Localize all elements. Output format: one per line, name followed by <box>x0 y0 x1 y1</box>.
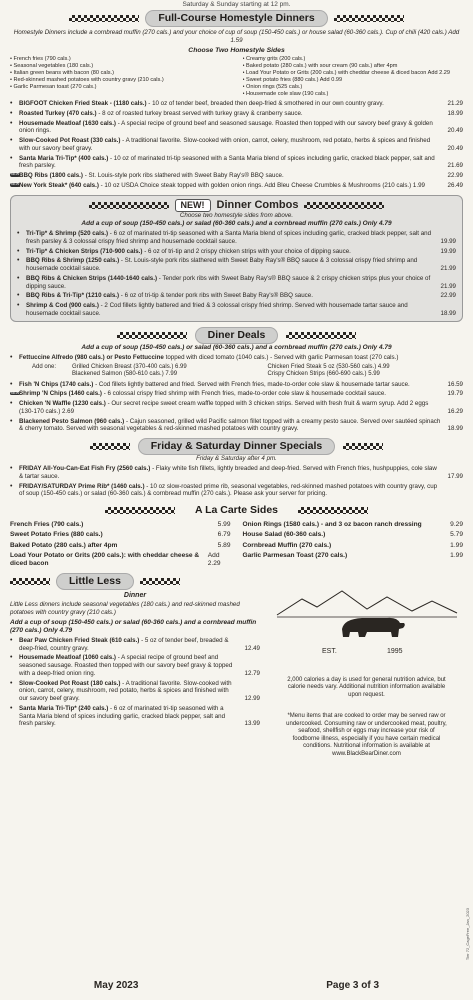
combo-item: • Shrimp & Cod (900 cals.) - 2 Cod fillets lightly battered and fried & 3 colossal crispy fried shrimp. Served with housemade tartar sauce and housemade cocktail sauce. 18.99 <box>17 302 456 317</box>
side-row <box>10 542 231 550</box>
footer-date: May 2023 <box>93 979 139 991</box>
combos-header <box>17 199 456 213</box>
menu-item: • BIGFOOT Chicken Fried Steak - (1180 cals.) - 10 oz of tender beef, breaded then deep-fried & smothered in our own country gravy. 21.29 <box>10 100 463 108</box>
side-price: 6.79 <box>217 531 231 539</box>
deal-item: • Chicken 'N Waffle (1230 cals.) - Our secret recipe sweet cream waffle topped with 3 chicken strips. Served with fresh fruit & warm syrup. Add 2 eggs (130-170 cals.) 2.69 16.29 <box>10 400 463 415</box>
deal-item <box>10 390 463 398</box>
side-item: • Baked potato (280 cals.) with sour cream (90 cals.) after 4pm <box>242 63 398 70</box>
combo-item: • BBQ Ribs & Tri-Tip* (1210 cals.) - 6 oz of tri-tip & tender pork ribs with Sweet Baby Ray's® BBQ sauce. 22.99 <box>17 292 456 300</box>
item-price: 16.59 <box>447 380 463 388</box>
combo-item: • Tri-Tip* & Chicken Strips (710-900 cals.) - 6 oz of tri-tip and 2 crispy chicken strips with your choice of dipping sauce. 19.99 <box>17 247 456 255</box>
little-less-desc: Little Less dinners include seasonal vegetables (180 cals.) and red-skinned mashed potatoes with country gravy (210 cals.) <box>10 601 240 616</box>
item-desc: - A traditional favorite. Slow-cooked with onion, carrot, celery, mushroom, red potato, herbs & spices and finished with our savory beef gravy. <box>19 137 431 152</box>
deal-item: • Blackened Pesto Salmon (960 cals.) - Cajun seasoned, grilled wild Pacific salmon fillet topped with a creamy pesto sauce. Served over sautéed spinach & cherry tomato. Served with seasonal vegetables & red-skinned mashed potatoes with country gravy. 18.99 <box>10 417 463 433</box>
side-row <box>10 552 231 568</box>
side-row <box>243 531 464 539</box>
addon-item: Grilled Chicken Breast (370-400 cals.) 6.99 <box>72 363 187 370</box>
side-price: Add 2.29 <box>207 551 221 568</box>
item-name: Santa Maria Tri-Tip* (240 cals.) <box>19 704 109 712</box>
deal-item: • Fettuccine Alfredo (980 cals.) or Pesto Fettuccine topped with diced tomato (1040 cals.) - Served with garlic Parmesan toast (270 cals.) <box>10 353 399 361</box>
a-la-carte-header <box>10 503 463 518</box>
item-name: Tri-Tip* & Shrimp (520 cals.) <box>26 230 109 238</box>
combos-subtitle: Choose two homestyle sides from above. <box>179 212 294 220</box>
item-price: 20.49 <box>447 127 463 135</box>
side-row <box>243 521 464 529</box>
homestyle-sides <box>10 56 463 98</box>
checker-decoration <box>105 507 175 514</box>
item-price: 20.49 <box>447 144 463 152</box>
item-name: FRIDAY/SATURDAY Prime Rib* (1460 cals.) <box>19 482 145 490</box>
item-name: Slow-Cooked Pot Roast (180 cals.) <box>19 679 121 687</box>
item-name: New York Steak* (640 cals.) <box>19 181 99 189</box>
side-name: Cornbread Muffin (270 cals.) <box>242 541 332 549</box>
side-item: • Creamy grits (200 cals.) <box>242 56 306 63</box>
item-name: Slow-Cooked Pot Roast (330 cals.) <box>19 137 121 145</box>
side-item: • Sweet potato fries (880 cals.) Add 0.99 <box>242 77 343 84</box>
item-desc: - 5 oz of tender beef, breaded & deep-fried, country gravy. <box>19 636 229 652</box>
item-desc: - Our secret recipe sweet cream waffle topped with 3 chicken strips. Served with fresh fruit & warm syrup. Add 2 eggs (130-170 cals.) 2.69 <box>19 400 429 415</box>
item-desc: - Cajun seasoned, grilled wild Pacific salmon fillet topped with a creamy pesto sauce. Served over sautéed spinach & cherry tomato. Served with seasonal vegetables & red-skinned mashed potatoes with country gravy. <box>19 417 441 433</box>
menu-item: • Housemade Meatloaf (1630 cals.) - A special recipe of ground beef and seasoned sausage. Roasted then topped with our savory beef gravy & golden onion rings. 20.49 <box>10 119 463 135</box>
item-desc: - 10 oz USDA Choice steak topped with golden onion rings. Add Bleu Cheese Crumbles & Mushrooms (210 cals.) 1.99 <box>98 181 425 189</box>
side-item: • Onion rings (525 cals.) <box>242 84 303 91</box>
item-name: Fettuccine Alfredo (980 cals.) or Pesto Fettuccine <box>19 353 164 361</box>
homestyle-subtitle: Homestyle Dinners include a cornbread muffin (270 cals.) and your choice of cup of soup (150-450 cals.) or house salad (60-360 cals.). Cup of chili (420 cals.) Add 1.59 <box>13 29 460 44</box>
item-name: BBQ Ribs & Shrimp (1250 cals.) <box>26 257 120 265</box>
homestyle-items <box>10 100 463 190</box>
new-badge: NEW <box>11 182 20 187</box>
item-name: Bear Paw Chicken Fried Steak (610 cals.) <box>19 636 140 644</box>
deals-header <box>10 327 463 344</box>
item-desc: - A special recipe of ground beef and seasoned sausage. Roasted then topped with our savory beef gravy & golden onion rings. <box>19 119 433 135</box>
deals-title: Diner Deals <box>195 327 279 344</box>
menu-item: • Santa Maria Tri-Tip* (400 cals.) - 10 oz of marinated tri-tip seasoned with a Santa Maria blend of spices including garlic, cracked black pepper, salt and fresh parsley. 21.69 <box>10 154 463 170</box>
item-price: 19.79 <box>447 390 463 398</box>
item-price: 21.99 <box>440 265 456 273</box>
item-price: 13.99 <box>244 720 260 728</box>
little-less-header <box>10 573 260 590</box>
item-price: 18.99 <box>447 109 463 117</box>
item-price: 21.69 <box>447 162 463 170</box>
item-desc: - 6 colossal crispy fried shrimp with French fries, made-to-order cole slaw & housemade cocktail sauce. <box>101 390 387 398</box>
item-price: 22.99 <box>447 172 463 180</box>
combos-add-line: Add a cup of soup (150-450 cals.) or salad (60-360 cals.) and a cornbread muffin (270 cals.) Only 4.79 <box>81 220 392 228</box>
sides-title: Choose Two Homestyle Sides <box>188 46 285 54</box>
raw-warning: *Menu items that are cooked to order may be served raw or undercooked. Consuming raw or undercooked meat, poultry, seafood, shellfish or eggs may increase your risk of foodborne illness, especially if you have certain medical conditions. Nutritional information is available at www.BlackBearDiner.com <box>286 713 447 757</box>
deal-item: • Fish 'N Chips (1740 cals.) - Cod fillets lightly battered and fried. Served with French fries, made-to-order cole slaw & housemade tartar sauce. 16.59 <box>10 380 463 388</box>
little-less-item: • Bear Paw Chicken Fried Steak (610 cals.) - 5 oz of tender beef, breaded & deep-fried, country gravy. 12.49 <box>10 636 260 652</box>
weekend-title: Friday & Saturday Dinner Specials <box>138 438 336 455</box>
new-badge: NEW <box>11 172 20 177</box>
item-desc: topped with diced tomato (1040 cals.) - Served with garlic Parmesan toast (270 cals.) <box>163 353 399 361</box>
footer-page: Page 3 of 3 <box>326 979 380 991</box>
checker-decoration <box>89 202 169 209</box>
addon-item: Crispy Chicken Strips (660-690 cals.) 5.99 <box>267 371 380 378</box>
est-label: EST. <box>321 648 337 656</box>
item-name: Roasted Turkey (470 cals.) <box>19 109 97 117</box>
menu-item: • Roasted Turkey (470 cals.) - 8 oz of roasted turkey breast served with turkey gravy & cranberry sauce. 18.99 <box>10 109 463 117</box>
little-less-dinner-label: Dinner <box>123 592 147 600</box>
little-less-title: Little Less <box>56 573 134 590</box>
side-item: • Housemade cole slaw (190 cals.) <box>242 91 329 98</box>
weekend-item: • FRIDAY/SATURDAY Prime Rib* (1460 cals.) - 10 oz slow-roasted prime rib, seasonal vegetables, red-skinned mashed potatoes with country gravy, cup of soup (150-450 cals.) or salad (60-360 cals.) & cornbread muffin (270 cals.). Please ask your server for pricing. <box>10 482 438 498</box>
checker-decoration <box>343 443 383 450</box>
little-less-item: • Santa Maria Tri-Tip* (240 cals.) - 6 oz of marinated tri-tip seasoned with a Santa Maria blend of spices including garlic, cracked black pepper, salt and fresh parsley. 13.99 <box>10 704 260 728</box>
item-name: Housemade Meatloaf (1630 cals.) <box>19 119 116 127</box>
item-desc: - 6 oz of marinated tri-tip seasoned with a Santa Maria blend of spices including garlic, cracked black pepper, salt and fresh parsley. <box>19 704 226 728</box>
item-name: BBQ Ribs & Chicken Strips (1440-1640 cals.) <box>26 274 158 282</box>
item-price: 16.29 <box>447 407 463 415</box>
item-name: Fish 'N Chips (1740 cals.) <box>19 380 94 388</box>
item-desc: - 10 oz slow-roasted prime rib, seasonal vegetables, red-skinned mashed potatoes with country gravy, cup of soup (150-450 cals.) or salad (60-360 cals.) & cornbread muffin (270 cals.). Please ask your server for pricing. <box>19 482 438 498</box>
side-item: • Seasonal vegetables (180 cals.) <box>10 63 94 70</box>
item-desc: - 6 oz of tri-tip & tender pork ribs with Sweet Baby Ray's® BBQ sauce. <box>119 292 313 300</box>
est-year: 1995 <box>386 648 403 656</box>
item-desc: - St. Louis-style pork ribs slathered with Sweet Baby Ray's® BBQ sauce & 3 colossal crispy fried shrimp and housemade cocktail sauce. <box>26 257 418 273</box>
item-name: BBQ Ribs & Tri-Tip* (1210 cals.) <box>26 292 120 300</box>
item-desc: - Tender pork ribs with Sweet Baby Ray's® BBQ sauce & 2 crispy chicken strips plus your choice of dipping sauce. <box>26 274 431 290</box>
little-less-item: • Housemade Meatloaf (1060 cals.) - A special recipe of ground beef and seasoned sausage. Roasted then topped with our savory beef gravy & topped with a deep-fried onion ring. 12.79 <box>10 654 260 677</box>
item-price: 19.99 <box>440 247 456 255</box>
side-item: • Red-skinned mashed potatoes with country gravy (210 cals.) <box>10 77 164 84</box>
item-name: Chicken 'N Waffle (1230 cals.) <box>19 400 106 408</box>
side-name: Onion Rings (1580 cals.) - and 3 oz bacon ranch dressing <box>242 521 422 529</box>
bear-mountain-logo <box>272 587 462 659</box>
item-price: 18.99 <box>440 309 456 317</box>
side-item: • French fries (790 cals.) <box>10 56 71 63</box>
item-desc: - 8 oz of roasted turkey breast served with turkey gravy & cranberry sauce. <box>96 109 303 117</box>
weekend-header <box>10 438 463 455</box>
weekend-item: • FRIDAY All-You-Can-Eat Fish Fry (2560 cals.) - Flaky white fish fillets, lightly breaded and deep-fried. Served with French fries, hushpuppies, cole slaw & tartar sauce. 17.99 <box>10 465 463 480</box>
a-la-carte-list <box>10 521 463 570</box>
item-price: 21.29 <box>447 100 463 108</box>
menu-item <box>10 172 463 180</box>
checker-decoration <box>334 15 404 22</box>
item-price: 12.79 <box>244 669 260 677</box>
item-desc: - St. Louis-style pork ribs slathered with Sweet Baby Ray's® BBQ sauce. <box>82 172 284 180</box>
combo-item: • BBQ Ribs & Chicken Strips (1440-1640 cals.) - Tender pork ribs with Sweet Baby Ray's® BBQ sauce & 2 crispy chicken strips plus your choice of dipping sauce. 21.99 <box>17 274 456 290</box>
item-desc: - Cod fillets lightly battered and fried. Served with French fries, made-to-order cole slaw & housemade tartar sauce. <box>93 380 410 388</box>
side-row <box>10 531 231 539</box>
checker-decoration <box>286 332 356 339</box>
addon-label: Add one: <box>32 363 57 370</box>
top-line: Saturday & Sunday starting at 12 pm. <box>182 1 291 8</box>
little-less-item: • Slow-Cooked Pot Roast (180 cals.) - A traditional favorite. Slow-cooked with onion, carrot, celery, mushroom, red potato, herbs & spices and finished with our savory beef gravy. 12.99 <box>10 679 260 703</box>
checker-decoration <box>90 443 130 450</box>
addon-item: Blackened Salmon (580-610 cals.) 7.99 <box>72 371 178 378</box>
item-desc: - A traditional favorite. Slow-cooked with onion, carrot, celery, mushroom, red potato, herbs & spices and finished with our savory beef gravy. <box>19 679 232 703</box>
item-name: Shrimp 'N Chips (1460 cals.) <box>19 390 102 398</box>
homestyle-title: Full-Course Homestyle Dinners <box>145 10 327 27</box>
side-name: Baked Potato (280 cals.) after 4pm <box>10 541 118 549</box>
side-name: Load Your Potato or Grits (200 cals.): with cheddar cheese & diced bacon <box>10 551 200 568</box>
checker-decoration <box>10 578 50 585</box>
side-item: • Load Your Potato or Grits (200 cals.) with cheddar cheese & diced bacon Add 2.29 <box>242 70 451 77</box>
combo-item: • Tri-Tip* & Shrimp (520 cals.) - 6 oz of marinated tri-tip seasoned with a Santa Maria blend of spices including garlic, cracked black pepper, salt and fresh parsley & 3 colossal crispy fried shrimp and housemade cocktail sauce. 19.99 <box>17 230 456 245</box>
little-less-add-line: Add a cup of soup (150-450 cals.) or salad (60-360 cals.) and a cornbread muffin (270 cals.) Only 4.79 <box>10 618 257 634</box>
side-name: Sweet Potato Fries (880 cals.) <box>10 531 103 539</box>
menu-item <box>10 182 463 190</box>
dinner-combos-box <box>10 195 463 322</box>
item-desc: - 10 oz of tender beef, breaded then deep-fried & smothered in our own country gravy. <box>146 100 384 108</box>
side-price: 1.99 <box>450 551 463 559</box>
item-price: 21.99 <box>440 282 456 290</box>
weekend-subtitle: Friday & Saturday after 4 pm. <box>196 455 277 463</box>
side-name: French Fries (790 cals.) <box>10 521 84 529</box>
side-item: • Garlic Parmesan toast (270 cals.) <box>10 84 97 91</box>
side-price: 5.79 <box>450 531 463 539</box>
item-name: Housemade Meatloaf (1060 cals.) <box>19 654 116 662</box>
item-price: 12.49 <box>244 644 260 652</box>
item-price: 19.99 <box>440 237 456 245</box>
item-name: Santa Maria Tri-Tip* (400 cals.) <box>19 154 109 162</box>
side-name: Garlic Parmesan Toast (270 cals.) <box>242 551 348 559</box>
side-price: 9.29 <box>450 521 463 529</box>
side-row <box>243 542 464 550</box>
item-price: 26.49 <box>447 181 463 189</box>
side-row <box>10 521 231 529</box>
item-name: FRIDAY All-You-Can-Eat Fish Fry (2560 cals.) <box>19 465 151 473</box>
checker-decoration <box>69 15 139 22</box>
item-name: BBQ Ribs (1800 cals.) <box>19 172 83 180</box>
side-price: 1.99 <box>450 541 463 549</box>
side-price: 5.99 <box>217 521 231 529</box>
item-price: 12.99 <box>244 695 260 703</box>
side-name: House Salad (60-360 cals.) <box>242 531 326 539</box>
item-name: BIGFOOT Chicken Fried Steak - (1180 cals.) <box>19 100 147 108</box>
item-price: 22.99 <box>440 292 456 300</box>
checker-decoration <box>140 578 180 585</box>
item-price: 17.99 <box>447 472 463 480</box>
info-column <box>270 573 463 758</box>
deals-add-line: Add a cup of soup (150-450 cals.) or salad (60-360 cals.) and a cornbread muffin (270 cals.) Only 4.79 <box>81 343 392 351</box>
homestyle-header <box>10 10 463 27</box>
item-desc: - A special recipe of ground beef and seasoned sausage. Roasted then topped with our savory beef gravy & topped with a deep-fried onion ring. <box>19 654 233 677</box>
combos-title: Dinner Combos <box>216 198 299 211</box>
little-less-section <box>10 573 463 758</box>
nutrition-note: 2,000 calories a day is used for general nutrition advice, but calorie needs vary. Additional nutrition information available upon request. <box>287 676 446 698</box>
checker-decoration <box>298 507 368 514</box>
deal-addons <box>32 364 463 379</box>
item-name: Shrimp & Cod (900 cals.) <box>26 302 99 310</box>
checker-decoration <box>304 202 384 209</box>
page-footer <box>0 980 473 993</box>
item-desc: - 6 oz of marinated tri-tip seasoned with a Santa Maria blend of spices including garlic, cracked black pepper, salt and fresh parsley & 3 colossal crispy fried shrimp and housemade cocktail sauce. <box>26 230 432 245</box>
checker-decoration <box>117 332 187 339</box>
new-label: NEW! <box>175 199 211 212</box>
side-item: • Italian green beans with bacon (80 cals.) <box>10 70 114 77</box>
item-price: 18.99 <box>447 425 463 433</box>
a-la-carte-title: A La Carte Sides <box>194 504 279 517</box>
menu-item: • Slow-Cooked Pot Roast (330 cals.) - A traditional favorite. Slow-cooked with onion, carrot, celery, mushroom, red potato, herbs & spices and finished with our savory beef gravy. 20.49 <box>10 137 463 152</box>
combo-item: • BBQ Ribs & Shrimp (1250 cals.) - St. Louis-style pork ribs slathered with Sweet Baby Ray's® BBQ sauce & 3 colossal crispy fried shrimp and housemade cocktail sauce. 21.99 <box>17 257 456 273</box>
item-desc: - Flaky white fish fillets, lightly breaded and deep-fried. Served with French fries, hushpuppies, cole slaw & tartar sauce. <box>19 465 437 480</box>
new-badge: NEW <box>11 390 20 395</box>
item-name: Tri-Tip* & Chicken Strips (710-900 cals.) <box>26 247 143 255</box>
item-desc: - 10 oz of marinated tri-tip seasoned with a Santa Maria blend of spices including garlic, cracked black pepper, salt and fresh parsley. <box>19 154 435 170</box>
side-price: 5.89 <box>217 541 231 549</box>
item-desc: - 2 Cod fillets lightly battered and fried & 3 colossal crispy fried shrimp. Served with housemade tartar sauce and housemade cocktail sauce. <box>26 302 408 317</box>
item-name: Blackened Pesto Salmon (960 cals.) <box>19 417 125 425</box>
side-row <box>243 552 464 560</box>
item-desc: - 6 oz of tri-tip and 2 crispy chicken strips with your choice of dipping sauce. <box>142 247 351 255</box>
print-code: Tier 72_CageFree_Jan_2023 <box>465 907 470 960</box>
addon-item: Chicken Fried Steak 5 oz (530-560 cals.) 4.99 <box>267 363 390 370</box>
